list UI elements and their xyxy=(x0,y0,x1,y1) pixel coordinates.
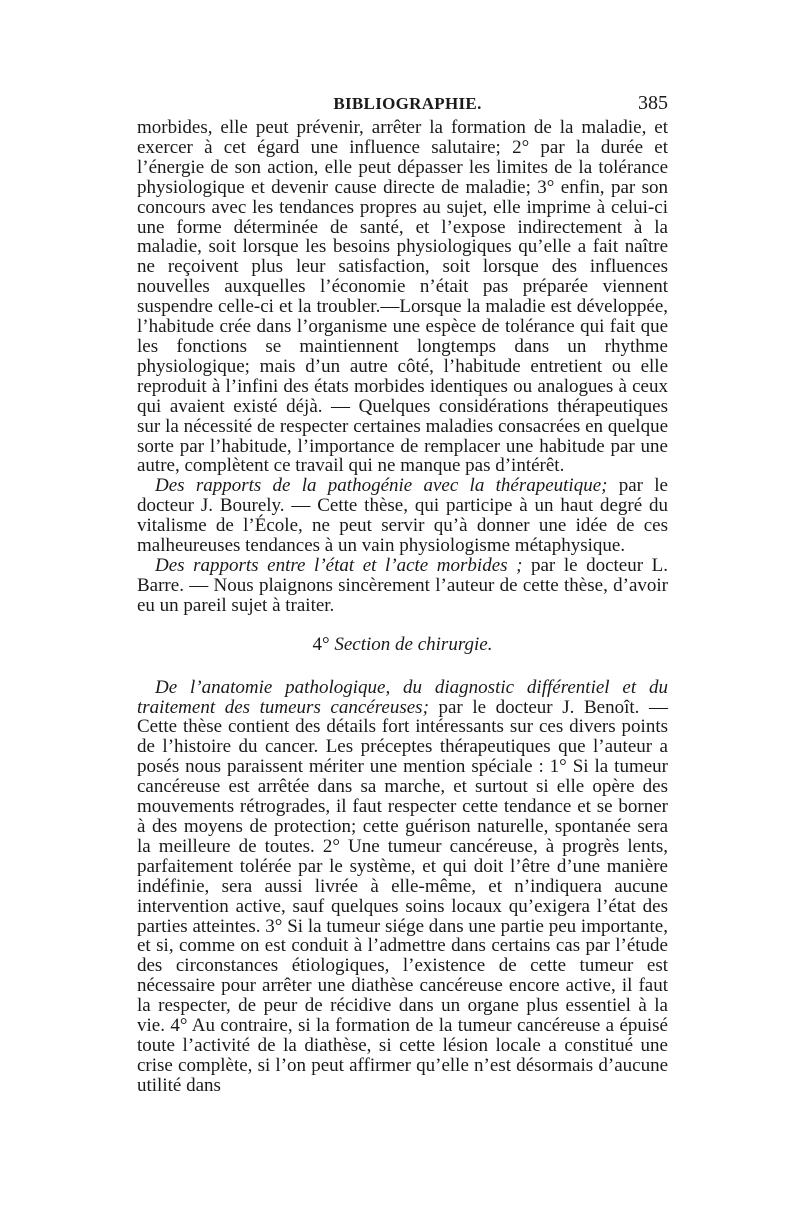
running-head xyxy=(137,92,668,118)
page-number: 385 xyxy=(638,92,668,114)
review-entry-barre xyxy=(137,556,668,616)
review-entry-benoit xyxy=(137,678,668,1096)
review-text-benoit: par le docteur J. Benoît. — Cette thèse contient des détails fort intéressants sur ces divers points de l’histoire du cancer. Les préceptes thérapeutiques que l’auteur a posés nous paraissent mériter une mention spéciale : 1° Si la tumeur cancéreuse est arrêtée dans sa marche, et surtout si elle opère des mouvements rétrogrades, il faut respecter cette tendance et se borner à des moyens de protection; cette guérison naturelle, spontanée sera la meilleure de toutes. 2° Une tumeur cancéreuse, à progrès lents, parfaitement tolérée par le système, et qui doit l’être d’une manière indéfinie, sera aussi livrée à elle-même, et n’indiquera aucune intervention active, sauf quelques soins locaux qu’exigera l’état des parties atteintes. 3° Si la tumeur siége dans une partie peu importante, et si, comme on est conduit à l’admettre dans certains cas par l’étude des circonstances étiologiques, l’existence de cette tumeur est nécessaire pour arrêter une diathèse cancéreuse encore active, il faut la respecter, de peur de récidive dans un organe plus essentiel à la vie. 4° Au contraire, si la formation de la tumeur cancéreuse a épuisé toute l’activité de la diathèse, si cette lésion locale a constitué une crise complète, si l’on peut affirmer qu’elle n’est désormais d’aucune utilité dans xyxy=(137,696,668,1096)
review-entry-bourely xyxy=(137,476,668,556)
running-head-title: BIBLIOGRAPHIE. xyxy=(333,94,482,113)
section-heading xyxy=(137,634,668,656)
thesis-title-tumeurs-cancereuses: De l’anatomie pathologique, du diagnostic différentiel et du traitement des tumeurs cancéreuses; xyxy=(137,676,668,718)
section-number: 4° xyxy=(312,633,330,655)
book-page xyxy=(137,92,668,1096)
thesis-title-etat-acte-morbides: Des rapports entre l’état et l’acte morbides ; xyxy=(155,554,523,576)
paragraph-continuation: morbides, elle peut prévenir, arrêter la formation de la maladie, et exercer à cet égard une influence salutaire; 2° par la durée et l’énergie de son action, elle peut dépasser les limites de la tolérance physiologique et devenir cause directe de maladie; 3° enfin, par son concours avec les tendances propres au sujet, elle imprime à celui-ci une forme déterminée de santé, et l’expose indirectement à la maladie, soit lorsque les besoins physiologiques qu’elle a fait naître ne reçoivent plus leur satisfaction, soit lorsque des influences nouvelles auxquelles l’économie n’était pas préparée viennent suspendre celle-ci et la troubler.—Lorsque la maladie est développée, l’habitude crée dans l’organisme une espèce de tolérance qui fait que les fonctions se maintiennent longtemps dans un rhythme physiologique; mais d’un autre côté, l’habitude entretient ou elle reproduit à l’infini des états morbides identiques ou analogues à ceux qui avaient existé déjà. — Quelques considérations thérapeutiques sur la nécessité de respecter certaines maladies consacrées en quelque sorte par l’habitude, l’importance de remplacer une habitude par une autre, complètent ce travail qui ne manque pas d’intérêt. xyxy=(137,117,668,477)
review-text-bourely: par le docteur J. Bourely. — Cette thèse, qui participe à un haut degré du vitalisme de l’École, ne peut servir qu’à donner une idée de ces malheureuses tendances à un vain physiologisme métaphysique. xyxy=(137,475,668,557)
review-text-barre: par le docteur L. Barre. — Nous plaignons sincèrement l’auteur de cette thèse, d’avoir eu un pareil sujet à traiter. xyxy=(137,554,668,616)
thesis-title-pathogenie: Des rapports de la pathogénie avec la thérapeutique; xyxy=(155,475,608,497)
section-title: Section de chirurgie. xyxy=(334,633,493,655)
page-body xyxy=(137,118,668,1096)
